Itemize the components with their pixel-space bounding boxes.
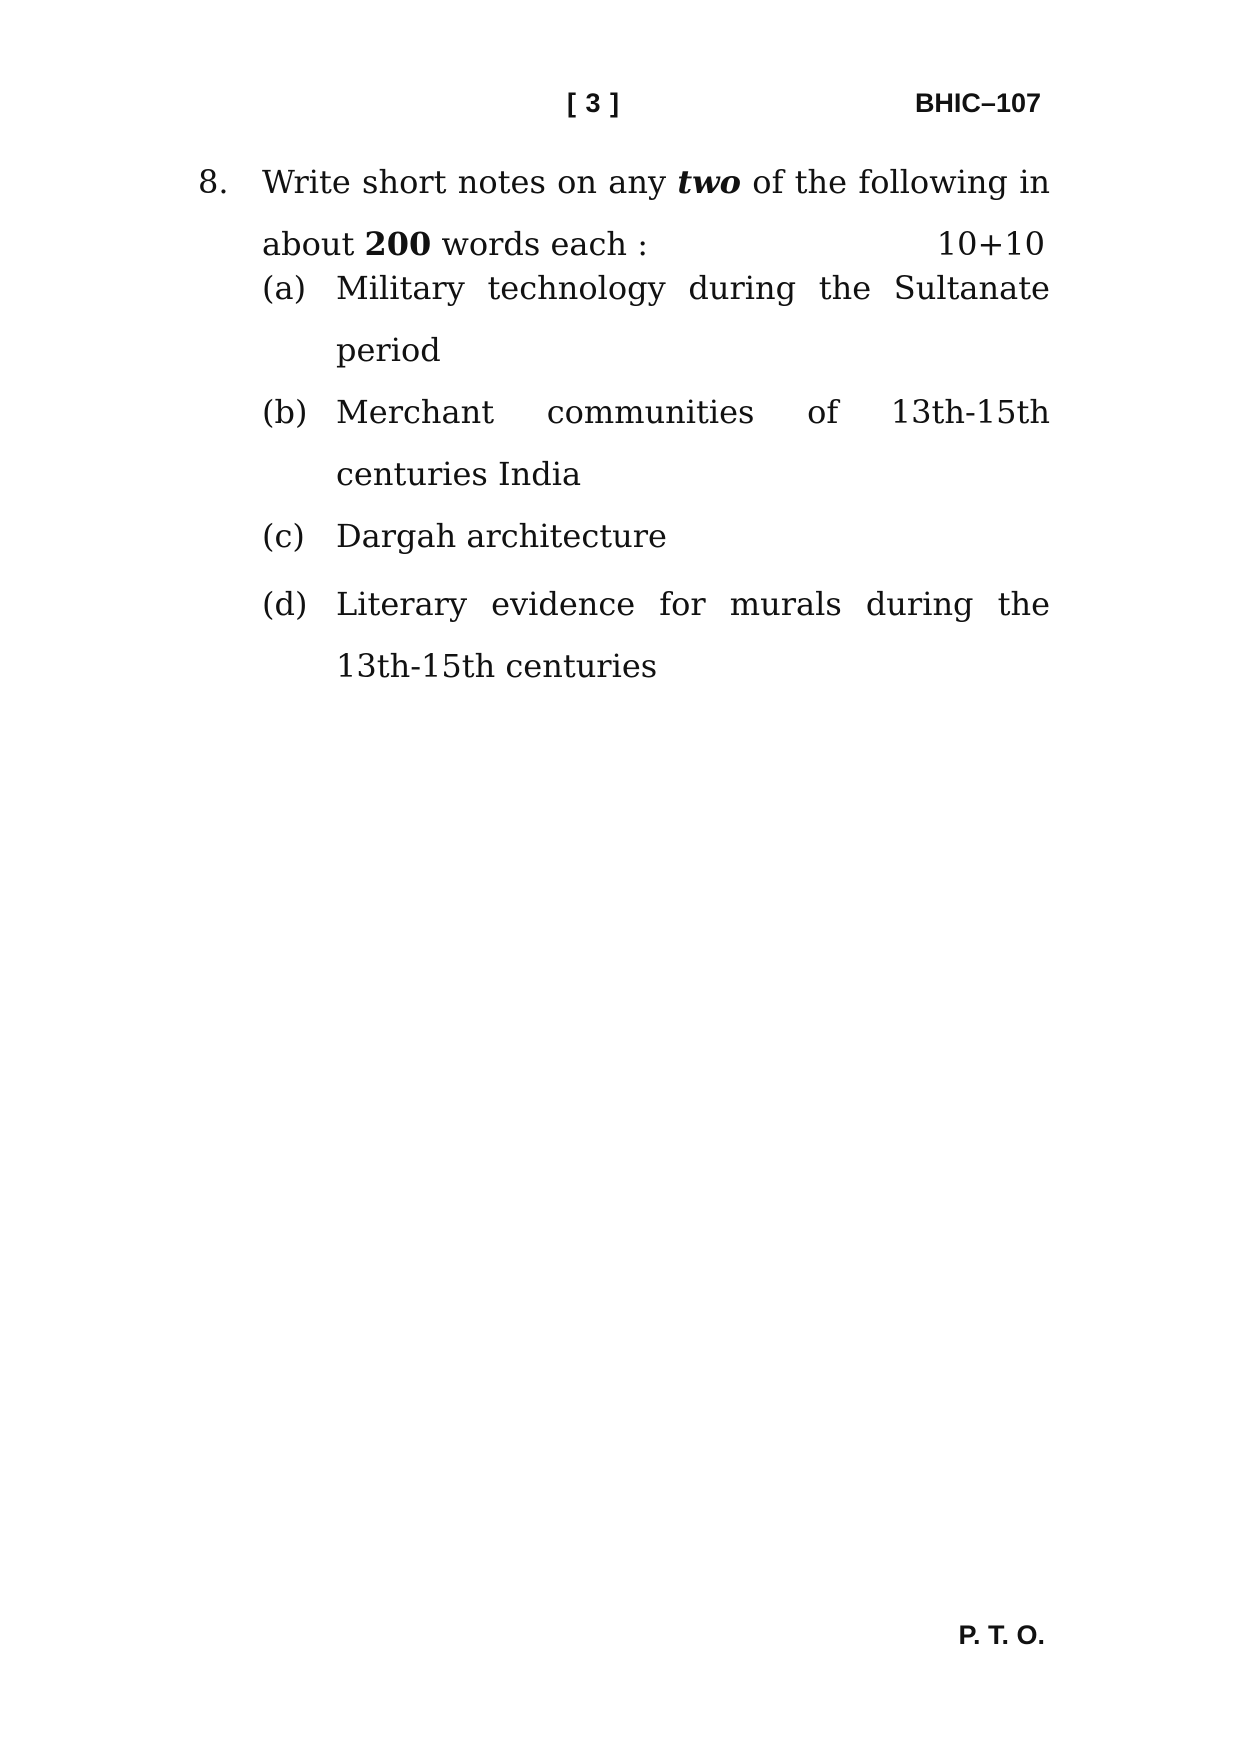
option-text: [336, 381, 1050, 505]
option-word: communities: [546, 393, 755, 431]
question-word-count: 200: [364, 225, 432, 263]
option-word: Literary: [336, 585, 468, 623]
question-line2-pre: about: [262, 225, 355, 263]
question-number: 8.: [198, 163, 229, 201]
option-line: centuries India: [336, 455, 582, 493]
option-line: [336, 257, 1050, 319]
question-text-post: of the following in: [752, 163, 1051, 201]
question-text-emphasis: two: [677, 163, 742, 201]
page-number: [ 3 ]: [567, 88, 621, 118]
option-word: murals: [729, 585, 842, 623]
option-word: for: [659, 585, 706, 623]
option-text: [336, 257, 1050, 381]
option-label: (c): [262, 517, 305, 555]
option-word: the: [997, 585, 1050, 623]
option-word: during: [688, 269, 797, 307]
option-word: Sultanate: [893, 269, 1050, 307]
option-label: (a): [262, 269, 307, 307]
option-word: of: [807, 393, 839, 431]
option-line: period: [336, 331, 441, 369]
option-text: [336, 573, 1050, 697]
please-turn-over: P. T. O.: [958, 1620, 1045, 1650]
option-word: 13th-15th: [890, 393, 1050, 431]
question-line2-post: words each :: [441, 225, 648, 263]
question-text-pre: Write short notes on any: [262, 163, 667, 201]
option-word: Merchant: [336, 393, 495, 431]
paper-code: BHIC–107: [914, 88, 1041, 118]
option-line: 13th-15th centuries: [336, 647, 658, 685]
option-line: [336, 381, 1050, 443]
option-word: during: [865, 585, 974, 623]
question-text-line1: [262, 151, 1050, 213]
option-word: the: [818, 269, 872, 307]
question-marks: 10+10: [936, 225, 1045, 263]
option-label: (b): [262, 393, 308, 431]
option-word: evidence: [491, 585, 636, 623]
option-word: Military: [336, 269, 465, 307]
option-line: [336, 573, 1050, 635]
option-line: Dargah architecture: [336, 517, 667, 555]
option-label: (d): [262, 585, 308, 623]
option-word: technology: [487, 269, 666, 307]
option-text: [336, 505, 1050, 567]
